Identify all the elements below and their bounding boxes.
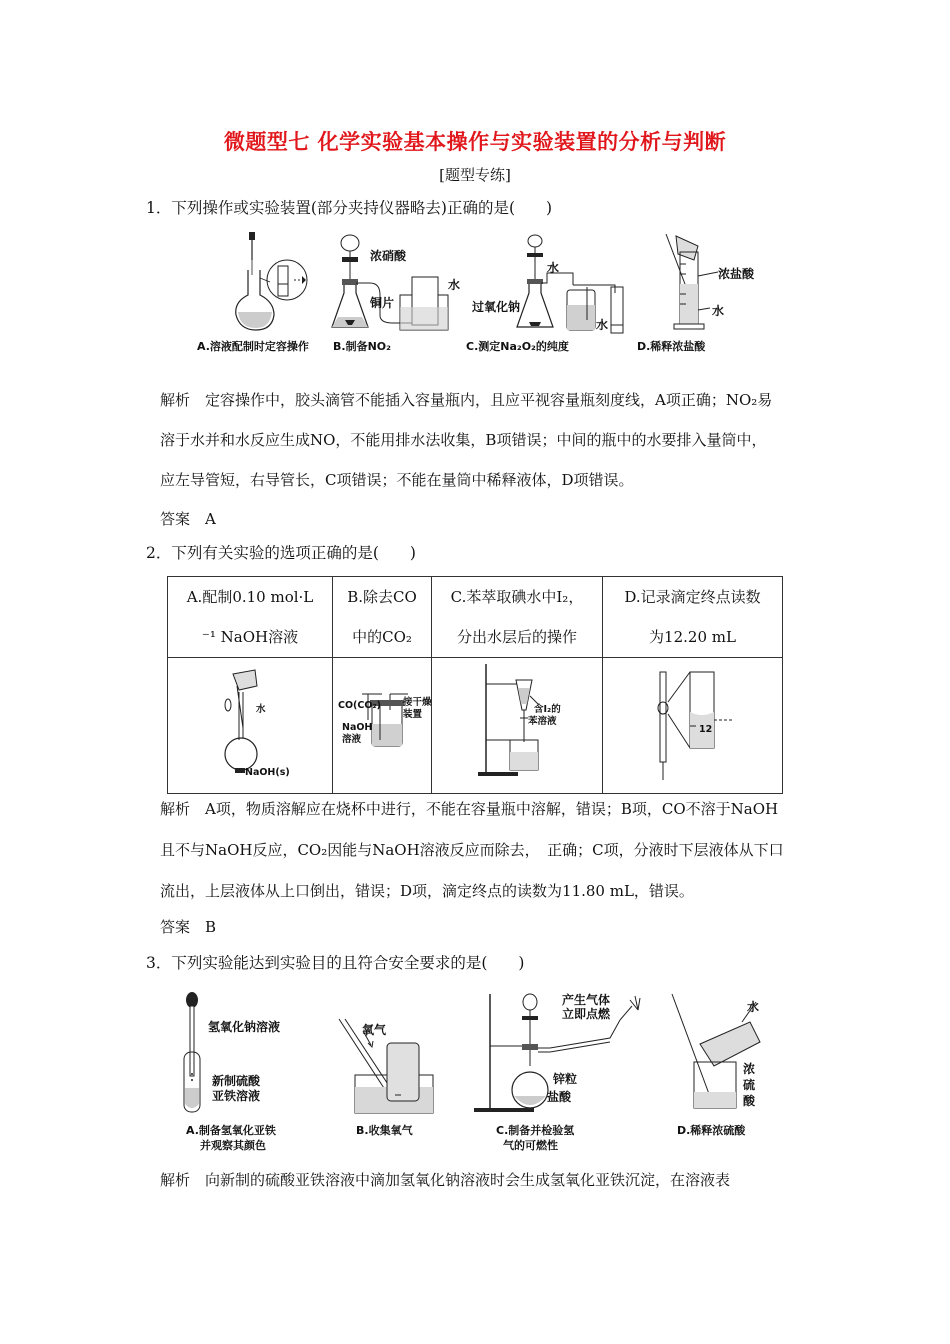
- q2-figure-d-label-tick: 12: [699, 724, 713, 735]
- q3-figure-d: [670, 992, 780, 1120]
- q3-figure-a: [180, 990, 210, 1118]
- q3-figure-b-label-oxygen: 氧气: [362, 1023, 387, 1037]
- q2-figure-a-label-naoh: NaOH(s): [245, 767, 290, 778]
- q1-figure-d-label-hcl: 浓盐酸: [718, 267, 755, 281]
- q2-figure-b-label-inlet: CO(CO₂): [338, 700, 381, 711]
- q3-figure-c-label-gas-2: 立即点燃: [562, 1007, 611, 1021]
- q1-analysis-line-2: 溶于水并和水反应生成NO，不能用排水法收集，B项错误；中间的瓶中的水要排入量筒中，: [160, 431, 767, 449]
- q1-figure-c: [515, 235, 635, 335]
- q1-analysis-line-1: 解析 定容操作中，胶头滴管不能插入容量瓶内，且应平视容量瓶刻度线，A项正确；NO₂易: [160, 391, 773, 409]
- q2-cell-a: [168, 577, 333, 658]
- q2-cell-b: [333, 577, 432, 658]
- q2-figure-b-label-outlet-1: 接干燥: [403, 697, 432, 708]
- q1-figure-b-label-copper: 铜片: [370, 296, 395, 310]
- q3-figure-d-caption: D.稀释浓硫酸: [677, 1124, 746, 1137]
- q2-figure-b-label-outlet-2: 装置: [403, 709, 423, 720]
- q1-figure-d: [660, 232, 720, 332]
- q3-figure-a-label-feso4-1: 新制硫酸: [212, 1074, 261, 1088]
- q3-figure-c-caption-1: C.制备并检验氢: [496, 1124, 575, 1137]
- q2-figure-a-label-water: 水: [256, 704, 266, 715]
- q1-figure-c-caption: C.测定Na₂O₂的纯度: [466, 340, 569, 353]
- q2-figure-c: [476, 660, 576, 780]
- q2-figure-b-label-solution-1: NaOH: [342, 722, 373, 733]
- q2-figure-a: [215, 668, 265, 783]
- q2-cell-c: [432, 577, 603, 658]
- question-2-stem: 2．下列有关实验的选项正确的是( ): [146, 544, 416, 562]
- q3-figure-b: [335, 1015, 445, 1115]
- page-subtitle: [题型专练]: [439, 166, 511, 184]
- q2-cell-a-line1: A.配制0.10 mol·L: [186, 588, 314, 606]
- q1-figure-a-caption: A.溶液配制时定容操作: [197, 340, 309, 353]
- q2-figure-b-label-solution-2: 溶液: [342, 734, 362, 745]
- q1-figure-b-caption: B.制备NO₂: [333, 340, 391, 353]
- q1-answer: 答案 A: [160, 510, 216, 528]
- q2-cell-d: [603, 577, 783, 658]
- q3-figure-c-caption-2: 气的可燃性: [503, 1139, 558, 1152]
- q2-cell-a-line2: ⁻¹ NaOH溶液: [201, 628, 299, 646]
- q2-cell-c-line1: C.苯萃取碘水中I₂，: [450, 588, 584, 606]
- q1-figure-d-caption: D.稀释浓盐酸: [637, 340, 706, 353]
- q1-figure-b-label-water: 水: [448, 278, 461, 292]
- q3-figure-c-label-zinc: 锌粒: [553, 1072, 578, 1086]
- q3-figure-a-caption-1: A.制备氢氧化亚铁: [186, 1124, 276, 1137]
- q1-figure-c-label-sodium-peroxide: 过氧化钠: [472, 300, 521, 314]
- q3-figure-a-label-feso4-2: 亚铁溶液: [212, 1089, 261, 1103]
- q3-figure-b-caption: B.收集氧气: [356, 1124, 413, 1137]
- q3-figure-d-label-conc-3: 酸: [743, 1094, 756, 1108]
- q2-analysis-line-3: 流出，上层液体从上口倒出，错误；D项，滴定终点的读数为11.80 mL，错误。: [160, 882, 694, 900]
- q3-figure-a-label-naoh: 氢氧化钠溶液: [208, 1020, 281, 1034]
- q1-figure-a: [232, 230, 332, 335]
- q1-figure-d-label-water: 水: [712, 304, 725, 318]
- q3-figure-c-label-hcl: 盐酸: [547, 1090, 572, 1104]
- q2-cell-d-line1: D.记录滴定终点读数: [624, 588, 761, 606]
- page-title: 微题型七 化学实验基本操作与实验装置的分析与判断: [223, 130, 727, 154]
- q2-cell-b-line1: B.除去CO: [347, 588, 417, 606]
- q2-cell-b-line2: 中的CO₂: [352, 628, 412, 646]
- q1-figure-c-label-water: 水: [596, 318, 609, 332]
- question-1-stem: 1．下列操作或实验装置(部分夹持仪器略去)正确的是( ): [146, 199, 553, 217]
- q2-figure-d: [650, 668, 740, 784]
- q2-cell-d-line2: 为12.20 mL: [649, 628, 736, 646]
- q1-figure-c-label-water-top: 水: [547, 261, 560, 275]
- q2-analysis-line-1: 解析 A项，物质溶解应在烧杯中进行，不能在容量瓶中溶解，错误；B项，CO不溶于NaOH: [160, 800, 779, 818]
- q2-answer: 答案 B: [160, 918, 217, 936]
- q2-figure-c-label-1: 含I₂的: [534, 704, 561, 715]
- q2-cell-c-line2: 分出水层后的操作: [456, 628, 577, 646]
- q3-figure-d-label-water: 水: [747, 1000, 760, 1014]
- q1-figure-b-label-nitric-acid: 浓硝酸: [370, 249, 407, 263]
- q3-figure-d-label-conc-1: 浓: [743, 1062, 756, 1076]
- q3-figure-d-label-conc-2: 硫: [743, 1078, 756, 1092]
- q3-analysis-line-1: 解析 向新制的硫酸亚铁溶液中滴加氢氧化钠溶液时会生成氢氧化亚铁沉淀，在溶液表: [160, 1171, 731, 1189]
- q2-analysis-line-2: 且不与NaOH反应，CO₂因能与NaOH溶液反应而除去， 正确；C项，分液时下层液体从下口: [160, 841, 784, 859]
- q1-analysis-line-3: 应左导管短，右导管长，C项错误；不能在量筒中稀释液体，D项错误。: [160, 471, 634, 489]
- q3-figure-a-caption-2: 并观察其颜色: [200, 1139, 266, 1152]
- q3-figure-c-label-gas-1: 产生气体: [562, 993, 611, 1007]
- q2-figure-c-label-2: 苯溶液: [528, 716, 557, 727]
- question-3-stem: 3．下列实验能达到实验目的且符合安全要求的是( ): [146, 954, 525, 972]
